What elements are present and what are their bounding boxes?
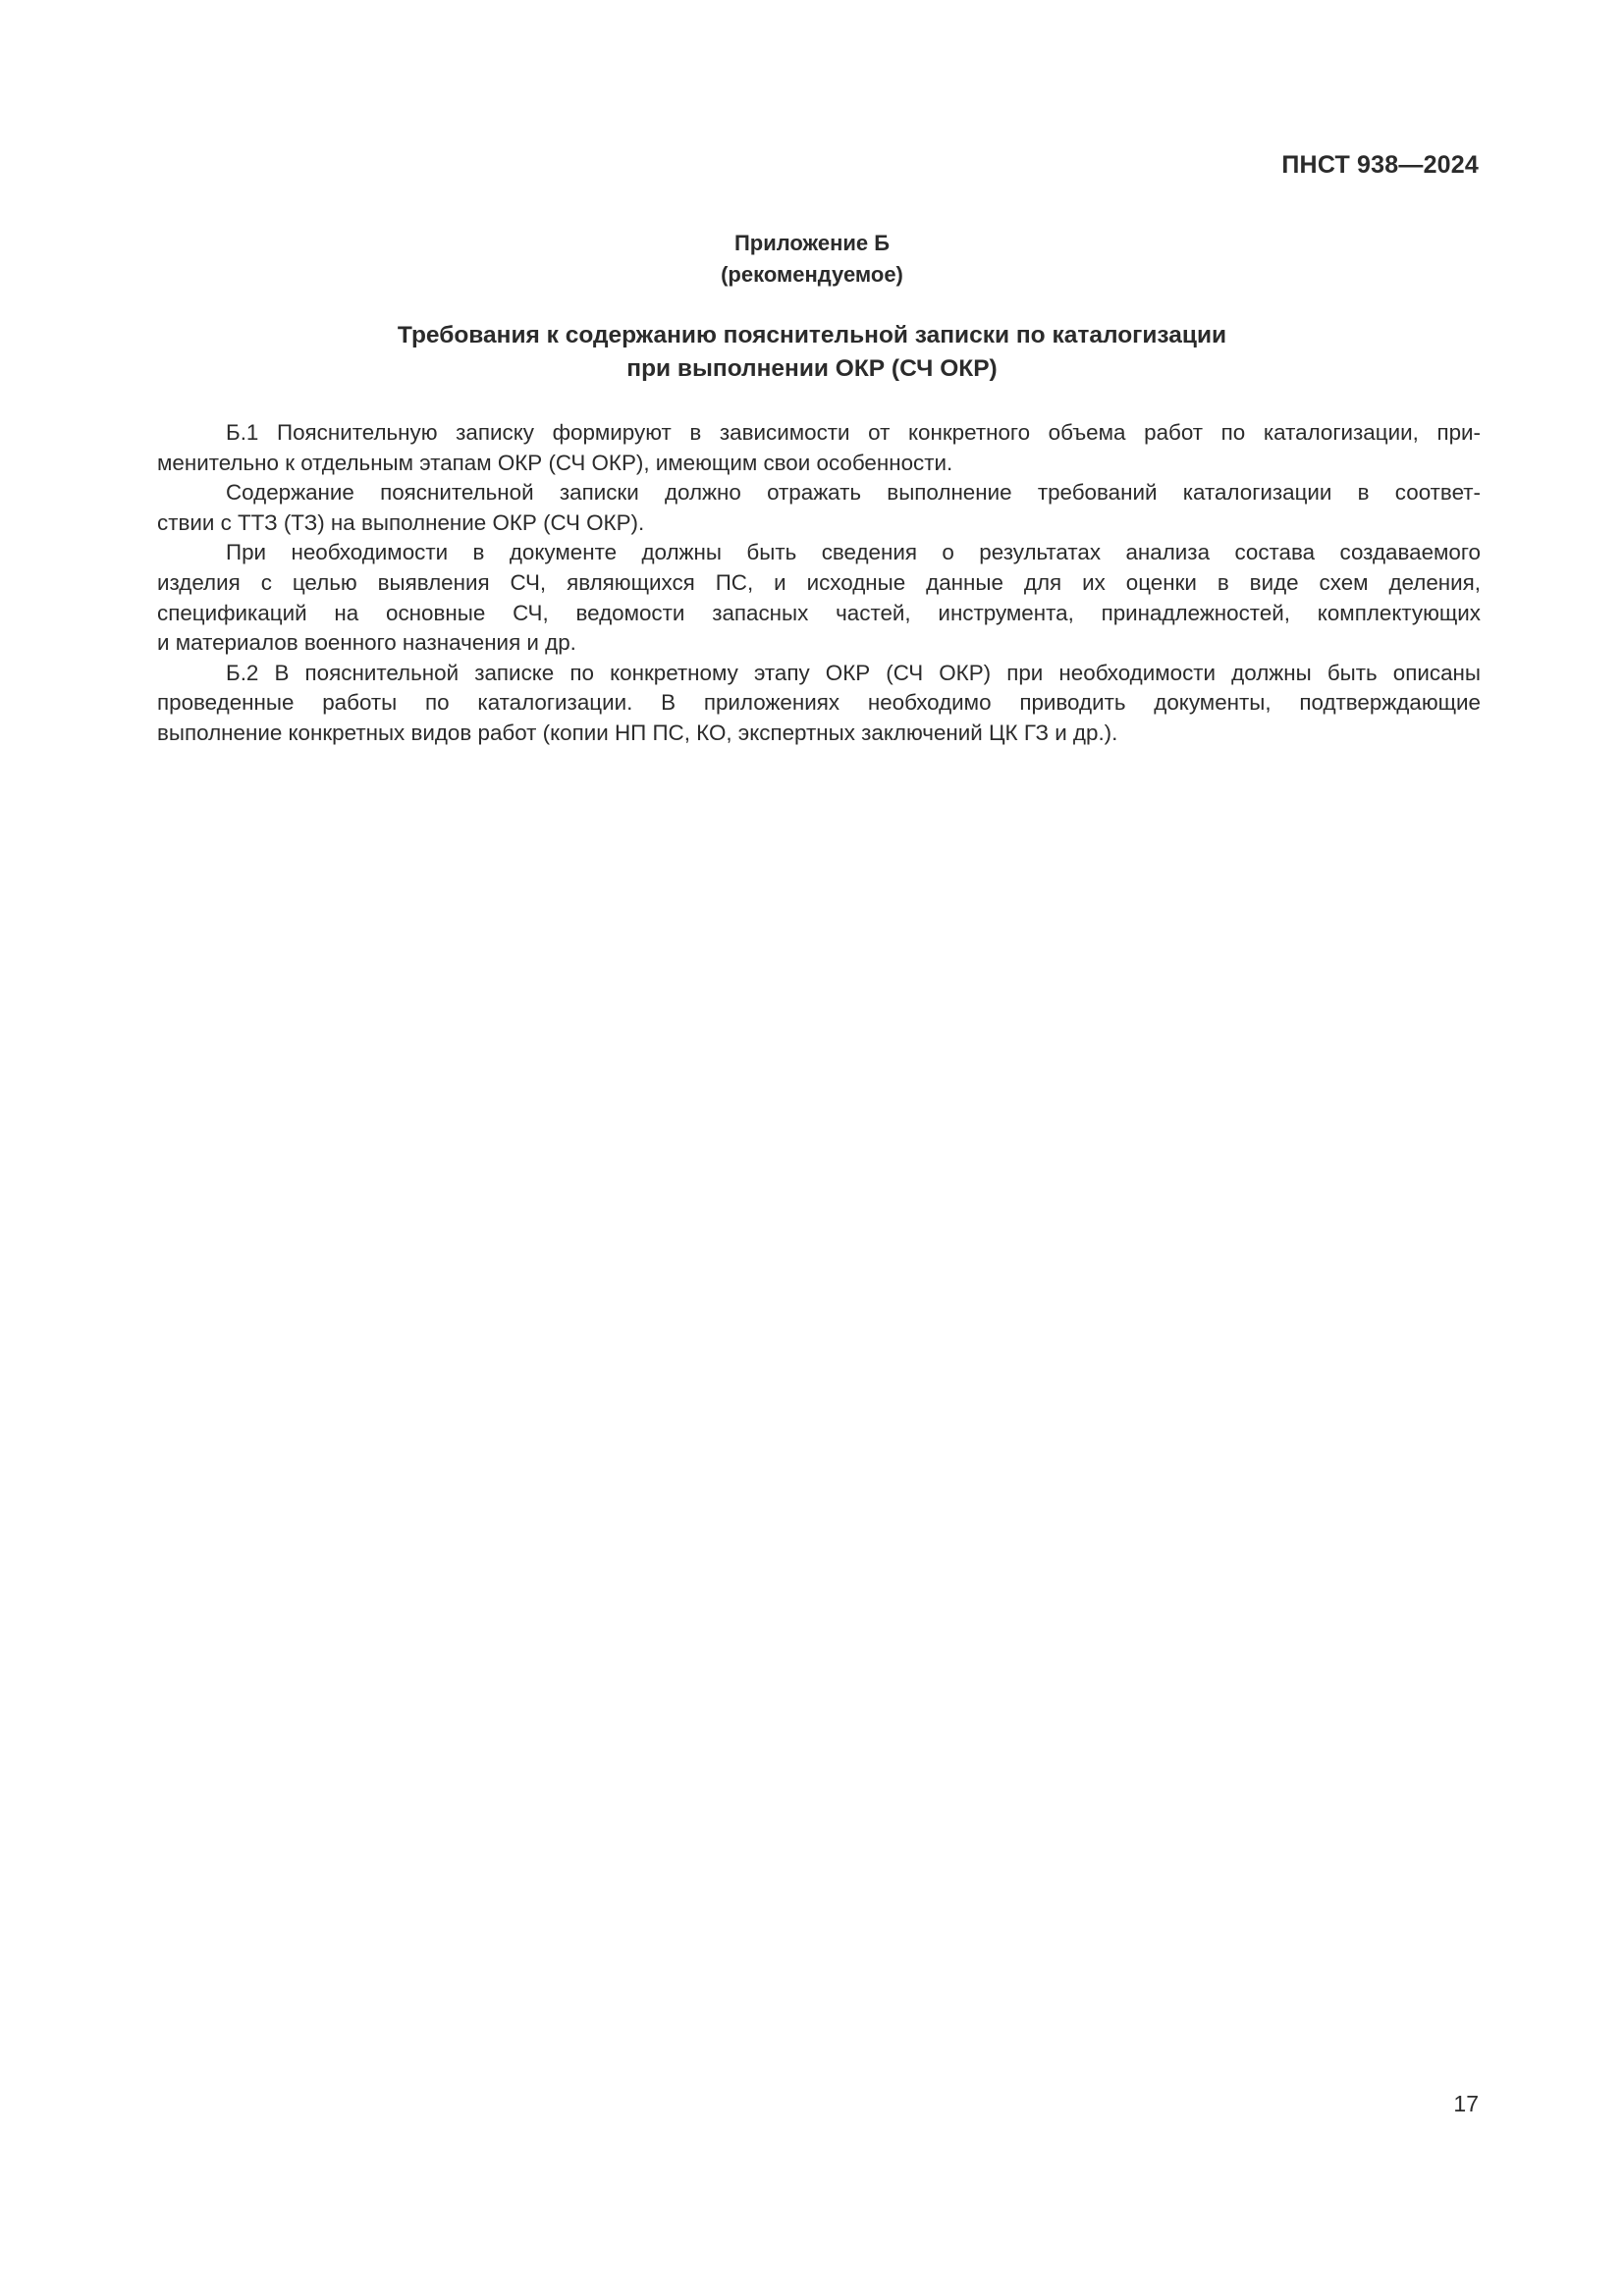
section-title-line-1: Требования к содержанию пояснительной записки по каталогизации (397, 322, 1227, 348)
paragraph-content-line-2: ствии с ТТЗ (ТЗ) на выполнение ОКР (СЧ ОКР). (157, 509, 645, 535)
paragraph-b1-line-1: Б.1 Пояснительную записку формируют в зависимости от конкретного объема работ по каталогизации, при- (226, 420, 1481, 445)
paragraph-content-line-1: Содержание пояснительной записки должно отражать выполнение требований каталогизации в соответ- (226, 480, 1481, 506)
paragraph-b1-line-2: менительно к отдельным этапам ОКР (СЧ ОКР), имеющим свои особенности. (157, 450, 953, 475)
document-code: ПНСТ 938—2024 (1281, 151, 1479, 179)
annex-title: Приложение Б (733, 231, 891, 255)
paragraph-b2-line-1: Б.2 В пояснительной записке по конкретному этапу ОКР (СЧ ОКР) при необходимости должны быть описаны (226, 660, 1481, 685)
paragraph-b2-line-2: проведенные работы по каталогизации. В приложениях необходимо приводить документы, подтверждающие (157, 690, 1481, 716)
section-heading (0, 319, 1624, 386)
paragraph-necessity-line-4: и материалов военного назначения и др. (157, 630, 576, 656)
paragraph-necessity-line-1: При необходимости в документе должны быть сведения о результатах анализа состава создаваемого (226, 540, 1481, 565)
paragraph-b2-line-3: выполнение конкретных видов работ (копии НП ПС, КО, экспертных заключений ЦК ГЗ и др.). (157, 720, 1118, 745)
annex-heading (0, 228, 1624, 291)
paragraph-necessity-line-3: спецификаций на основные СЧ, ведомости запасных частей, инструмента, принадлежностей, комплектующих (157, 600, 1481, 625)
paragraph-necessity-line-2: изделия с целью выявления СЧ, являющихся ПС, и исходные данные для их оценки в виде схем деления, (157, 569, 1481, 595)
body-text (157, 418, 1481, 749)
annex-status: (рекомендуемое) (721, 262, 903, 287)
section-title-line-2: при выполнении ОКР (СЧ ОКР) (626, 355, 998, 382)
page-number: 17 (1453, 2091, 1479, 2116)
